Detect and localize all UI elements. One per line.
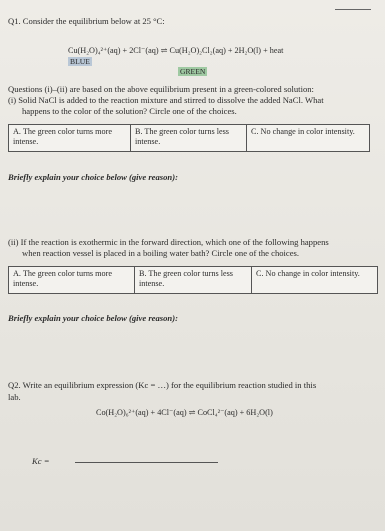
q2-line2: lab. — [8, 392, 21, 402]
choice-i-b[interactable]: B. The green color turns less intense. — [131, 125, 247, 151]
top-right-rule — [335, 9, 371, 10]
label-green: GREEN — [180, 67, 206, 76]
choice-i-a[interactable]: A. The green color turns more intense. — [9, 125, 131, 151]
choice-ii-a[interactable]: A. The green color turns more intense. — [9, 267, 135, 293]
choice-ii-b[interactable]: B. The green color turns less intense. — [135, 267, 252, 293]
part-ii-line1: (ii) If the reaction is exothermic in the forward direction, which one of the following happens — [8, 237, 329, 247]
explain-i: Briefly explain your choice below (give reason): — [8, 172, 178, 182]
explain-ii: Briefly explain your choice below (give reason): — [8, 313, 178, 323]
choices-i — [8, 124, 370, 152]
q1-equation: Cu(H₂O)₄²⁺(aq) + 2Cl⁻(aq) ⇌ Cu(H₂O)₂Cl₂(aq) + 2H₂O(l) + heat — [68, 46, 284, 55]
q1-context: Questions (i)–(ii) are based on the above equilibrium present in a green-colored solution: — [8, 84, 314, 94]
part-i-line1: (i) Solid NaCl is added to the reaction mixture and stirred to dissolve the added NaCl. What — [8, 95, 324, 105]
choices-ii — [8, 266, 378, 294]
part-ii-line2: when reaction vessel is placed in a boiling water bath? Circle one of the choices. — [22, 248, 300, 258]
q2-line1: Q2. Write an equilibrium expression (Kc = …) for the equilibrium reaction studied in this — [8, 380, 317, 390]
part-i-line2: happens to the color of the solution? Circle one of the choices. — [22, 106, 237, 116]
q2-equation: Co(H₂O)₆²⁺(aq) + 4Cl⁻(aq) ⇌ CoCl₄²⁻(aq) + 6H₂O(l) — [96, 408, 273, 417]
label-blue: BLUE — [70, 57, 90, 66]
q1-intro: Q1. Consider the equilibrium below at 25 °C: — [8, 16, 165, 26]
choice-ii-c[interactable]: C. No change in color intensity. — [256, 269, 360, 278]
kc-label: Kc = — [32, 456, 50, 466]
choice-i-c[interactable]: C. No change in color intensity. — [251, 127, 355, 136]
kc-answer-line[interactable] — [75, 462, 218, 463]
